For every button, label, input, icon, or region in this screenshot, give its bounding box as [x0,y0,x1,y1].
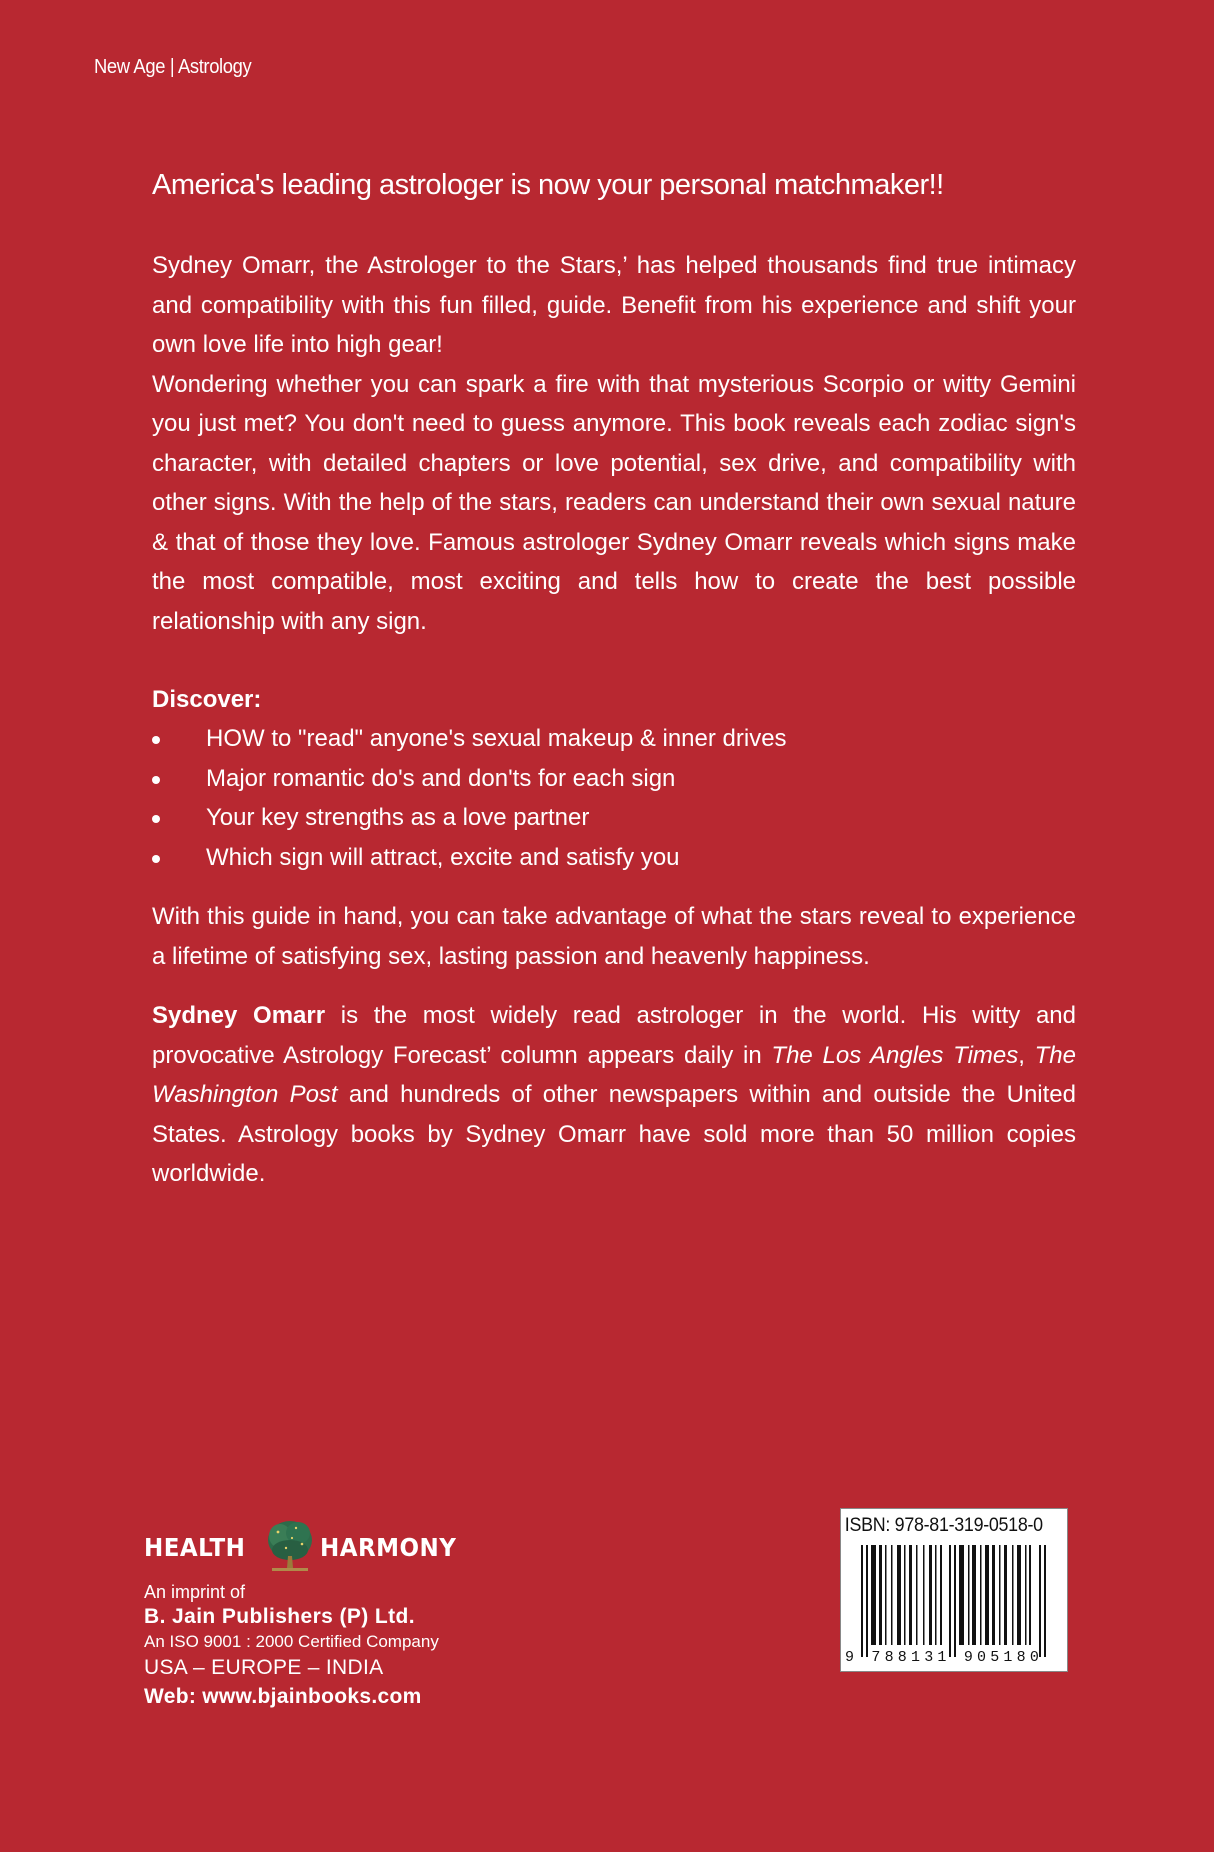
list-item: Your key strengths as a love partner [152,798,1076,838]
discover-heading: Discover: [152,686,262,713]
author-bio: Sydney Omarr is the most widely read astrologer in the world. His witty and provocative Astrology Forecast’ column appears daily in The Los Angles Times, The Washington Post and hundreds of other newspapers within and outside the United States. Astrology books by Sydney Omarr have sold more than 50 million copies worldwide. [152,1002,1077,1187]
closing-paragraph: With this guide in hand, you can take advantage of what the stars reveal to experience a lifetime of satisfying sex, lasting passion and heavenly happiness. [152,903,1076,970]
back-cover-content [152,164,1076,1194]
list-item: Which sign will attract, excite and satisfy you [152,838,1076,878]
newspaper-name: The Washington Post [152,1041,1076,1108]
discover-list [152,719,1076,877]
brand-left: HEALTH [144,1532,246,1562]
list-item: Major romantic do's and don'ts for each sign [152,759,1076,799]
intro-paragraph-2: Wondering whether you can spark a fire with that mysterious Scorpio or witty Gemini you just met? You don't need to guess anymore. This book reveals each zodiac sign's character, with detailed chapters or love potential, sex drive, and compatibility with other signs. With the help of the stars, readers can understand their own sexual nature & that of those they love. Famous astrologer Sydney Omarr reveals which signs make the most compatible, most exciting and tells how to create the best possible relationship with any sign. [152,370,1076,635]
tree-icon [264,1518,316,1576]
list-item: HOW to "read" anyone's sexual makeup & inner drives [152,719,1076,759]
bullet-icon [152,776,160,784]
publisher-block [144,1516,524,1712]
bullet-icon [152,815,160,823]
isbn-barcode-box [840,1508,1068,1672]
website: Web: www.bjainbooks.com [144,1685,422,1708]
author-name: Sydney Omarr [152,1002,326,1029]
barcode-digits: 9 788131 905180 [845,1649,1044,1666]
publisher-name: B. Jain Publishers (P) Ltd. [144,1605,416,1628]
certification: An ISO 9001 : 2000 Certified Company [144,1632,439,1651]
barcode-icon [849,1545,1059,1663]
intro-paragraph-1: Sydney Omarr, the Astrologer to the Stars,’ has helped thousands find true intimacy and compatibility with this fun filled, guide. Benefit from his experience and shift your own love life into high gear! [152,252,1076,358]
bullet-icon [152,736,160,744]
headline: America's leading astrologer is now your personal matchmaker!! [152,169,944,201]
imprint-line: An imprint of [144,1582,246,1602]
brand-right: HARMONY [320,1532,457,1562]
bullet-icon [152,855,160,863]
category-label: New Age | Astrology [94,56,252,78]
isbn-label: ISBN: 978-81-319-0518-0 [844,1515,1043,1536]
regions: USA – EUROPE – INDIA [144,1656,384,1679]
publisher-logo [144,1516,524,1578]
newspaper-name: The Los Angles Times [771,1041,1019,1069]
